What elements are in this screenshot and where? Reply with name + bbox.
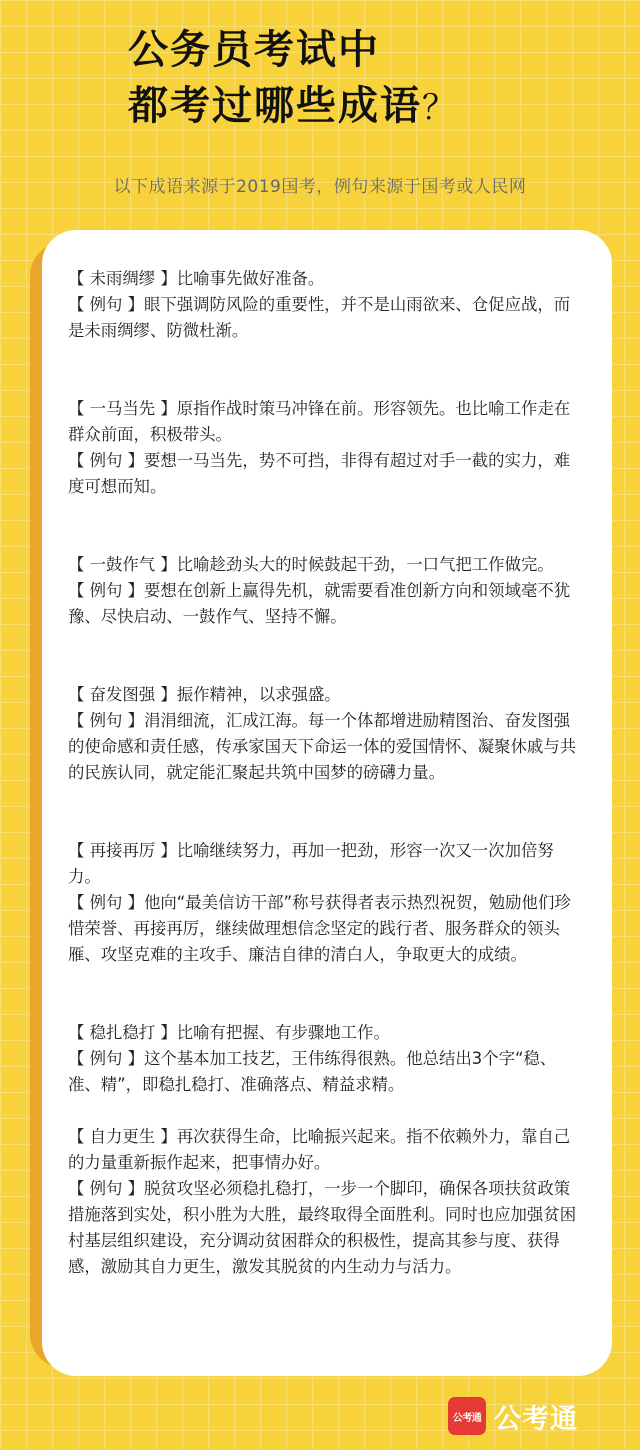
idiom-entry-6 <box>68 1020 580 1098</box>
idiom-definition: 【 一马当先 】原指作战时策马冲锋在前。形容领先。也比喻工作走在群众前面，积极带头。 <box>68 399 571 444</box>
title-line-2 <box>128 78 458 136</box>
title-line-1: 公务员考试中 <box>128 27 380 73</box>
idiom-definition: 【 未雨绸缪 】比喻事先做好准备。 <box>68 269 325 288</box>
idiom-example: 【 例句 】他向“最美信访干部”称号获得者表示热烈祝贺，勉励他们珍惜荣誉、再接再厉，继续做理想信念坚定的践行者、服务群众的领头雁、攻坚克难的主攻手、廉洁自律的清白人，争取更大的成绩。 <box>68 893 571 964</box>
page-title <box>128 22 458 136</box>
idiom-entry-1 <box>68 266 580 344</box>
idiom-definition: 【 自力更生 】再次获得生命，比喻振兴起来。指不依赖外力，靠自己的力量重新振作起来，把事情办好。 <box>68 1127 571 1172</box>
idiom-example: 【 例句 】要想一马当先，势不可挡，非得有超过对手一截的实力，难度可想而知。 <box>68 451 571 496</box>
idiom-example: 【 例句 】眼下强调防风险的重要性，并不是山雨欲来、仓促应战，而是未雨绸缪、防微杜渐。 <box>68 295 571 340</box>
page-subtitle: 以下成语来源于2019国考，例句来源于国考或人民网 <box>113 177 527 197</box>
title-question-mark: ？ <box>422 88 458 128</box>
idiom-entry-7 <box>68 1124 580 1280</box>
idiom-entry-4 <box>68 682 580 786</box>
idiom-example: 【 例句 】要想在创新上赢得先机，就需要看准创新方向和领域毫不犹豫、尽快启动、一鼓作气、坚持不懈。 <box>68 581 571 626</box>
idiom-definition: 【 再接再厉 】比喻继续努力，再加一把劲，形容一次又一次加倍努力。 <box>68 841 554 886</box>
title-line-2-text: 都考过哪些成语 <box>128 83 422 129</box>
idiom-list <box>68 266 580 1280</box>
brand-logo <box>448 1396 578 1436</box>
idiom-example: 【 例句 】涓涓细流，汇成江海。每一个体都增进励精图治、奋发图强的使命感和责任感，传承家国天下命运一体的爱国情怀、凝聚休戚与共的民族认同，就定能汇聚起共筑中国梦的磅礴力量。 <box>68 711 577 782</box>
idiom-entry-3 <box>68 552 580 630</box>
brand-name: 公考通 <box>494 1403 578 1435</box>
idiom-entry-5 <box>68 838 580 968</box>
idiom-example: 【 例句 】这个基本加工技艺，王伟练得很熟。他总结出3个字“稳、准、精”，即稳扎稳打、准确落点、精益求精。 <box>68 1049 557 1094</box>
idiom-definition: 【 一鼓作气 】比喻趁劲头大的时候鼓起干劲，一口气把工作做完。 <box>68 555 554 574</box>
idiom-definition: 【 奋发图强 】振作精神，以求强盛。 <box>68 685 341 704</box>
idiom-definition: 【 稳扎稳打 】比喻有把握、有步骤地工作。 <box>68 1023 390 1042</box>
idiom-entry-2 <box>68 396 580 500</box>
brand-badge-icon: 公考通 <box>448 1397 486 1435</box>
idiom-example: 【 例句 】脱贫攻坚必须稳扎稳打，一步一个脚印，确保各项扶贫政策措施落到实处，积小胜为大胜，最终取得全面胜利。同时也应加强贫困村基层组织建设，充分调动贫困群众的积极性，提高其参与度、获得感，激励其自力更生，激发其脱贫的内生动力与活力。 <box>68 1179 577 1276</box>
